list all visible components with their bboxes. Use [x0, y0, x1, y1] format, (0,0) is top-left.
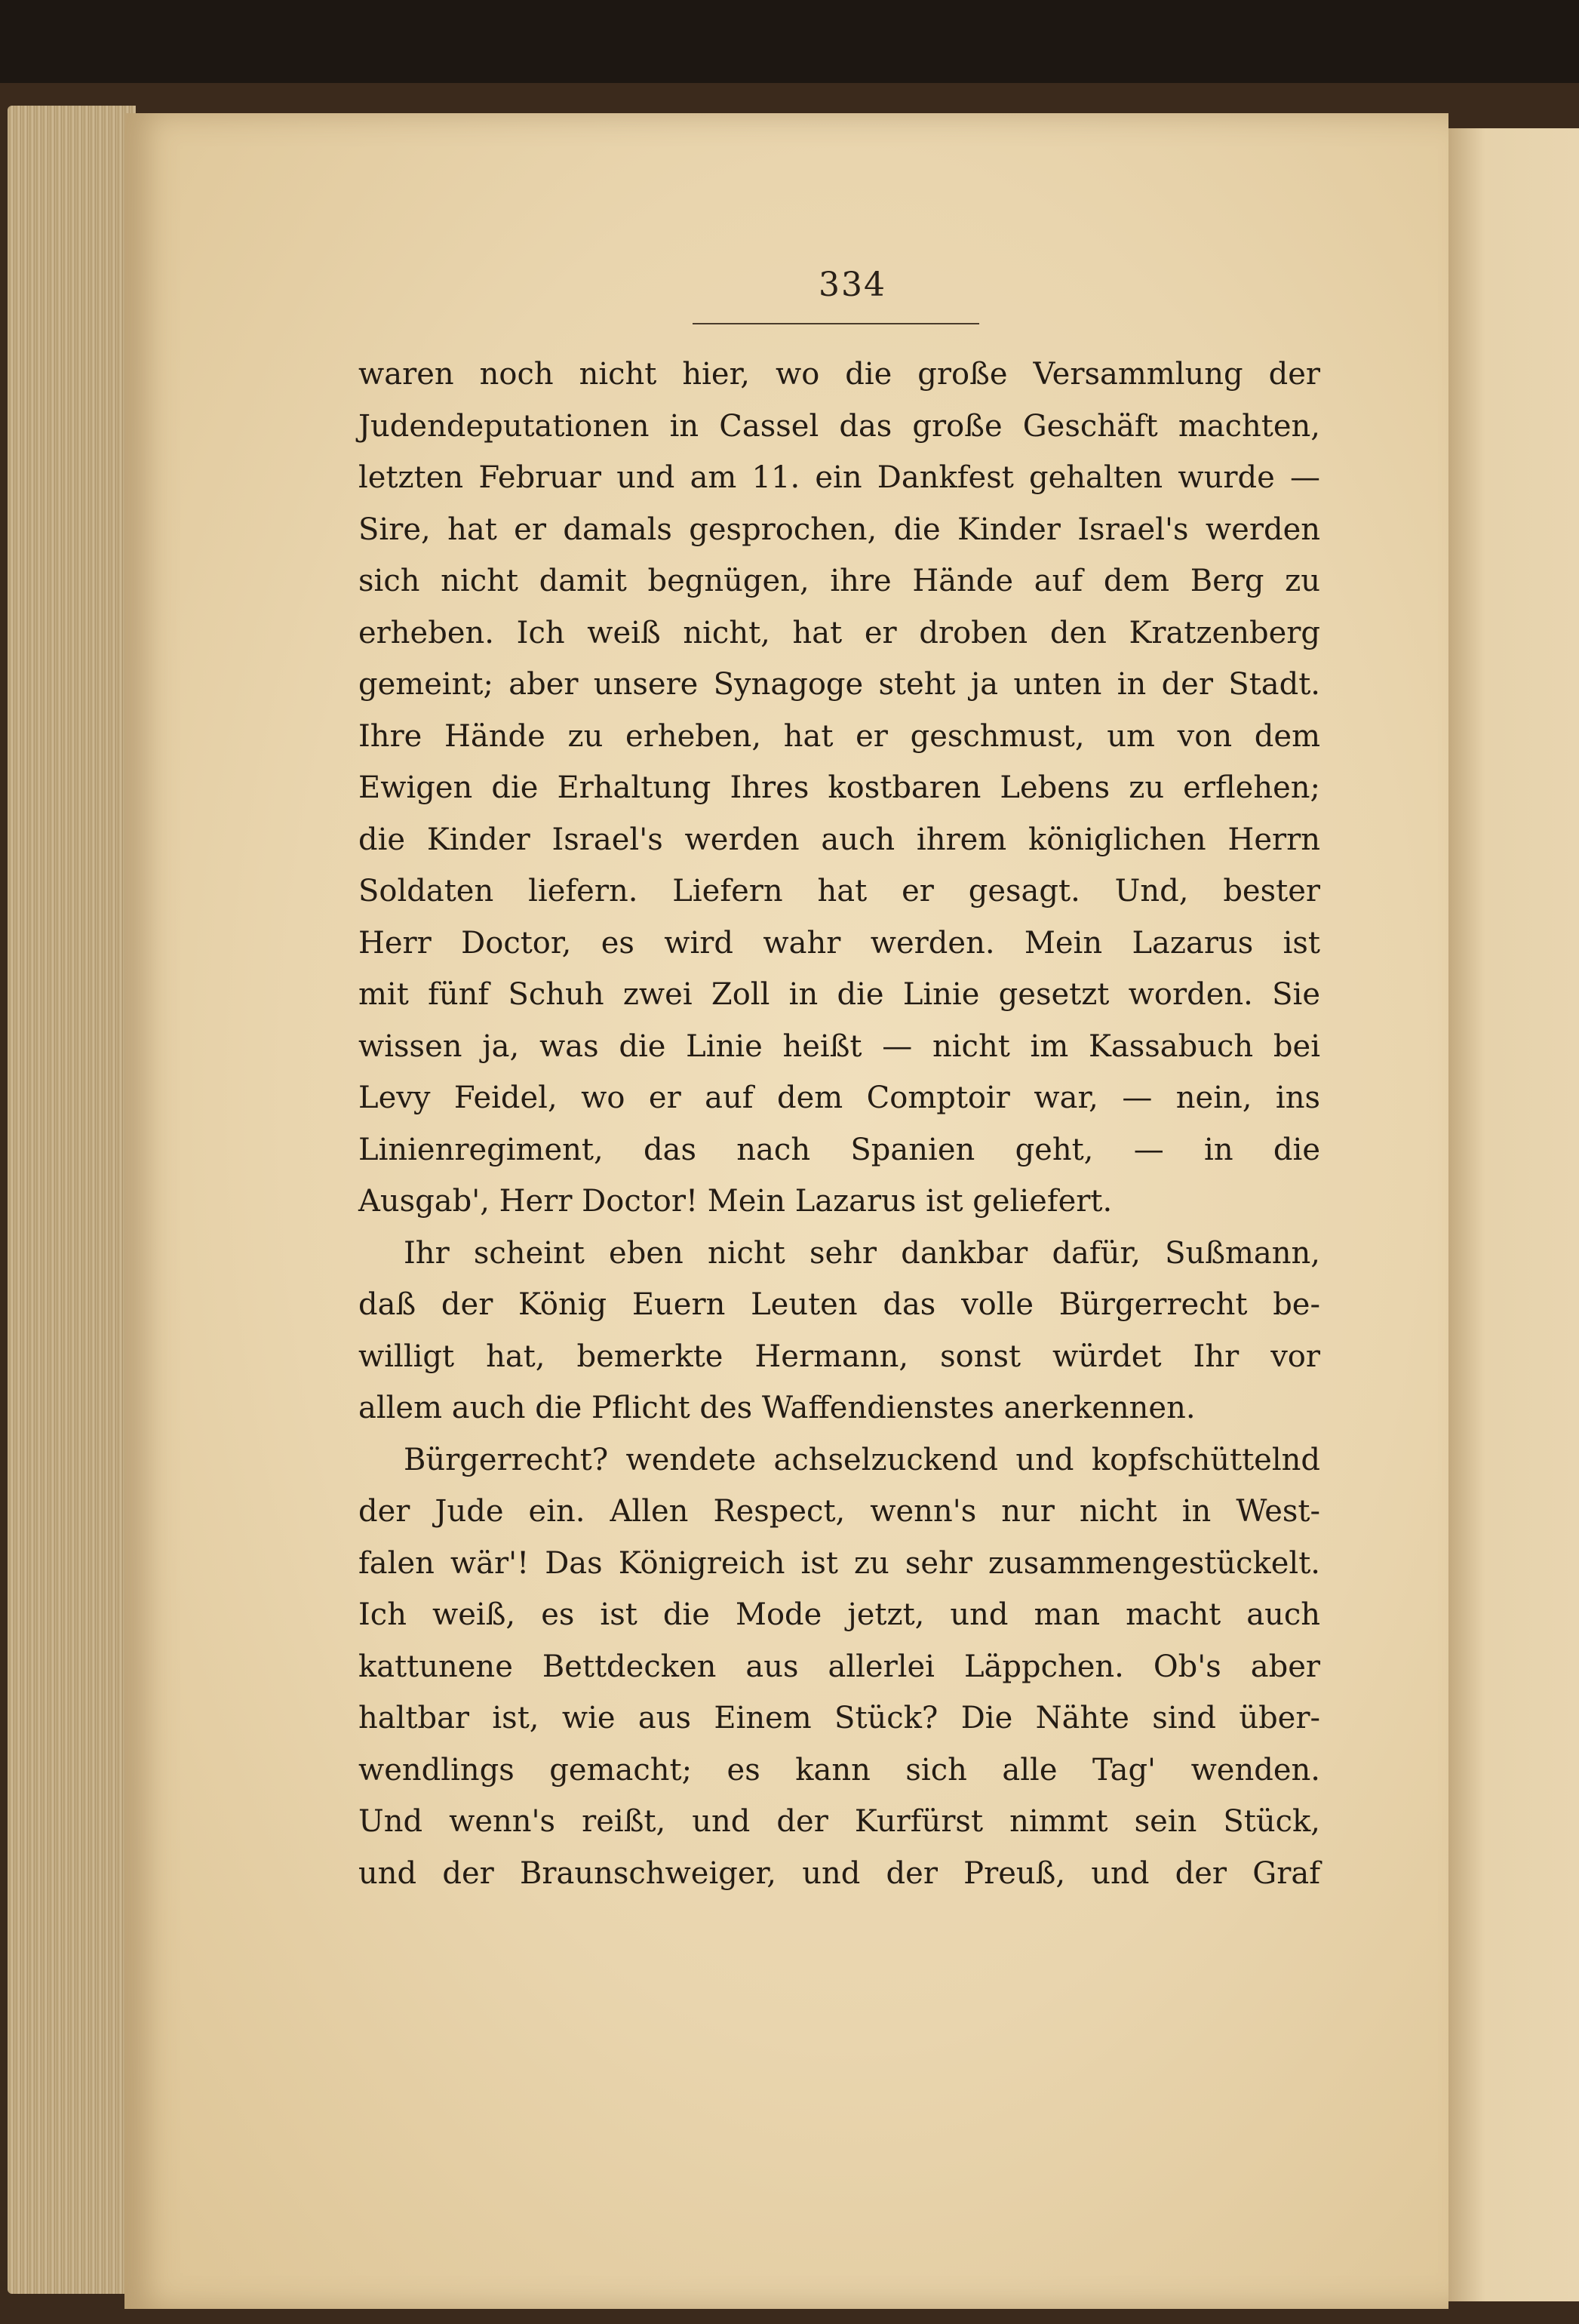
text-line: wendlings gemacht; es kann sich alle Tag' wenden. [358, 1752, 1320, 1788]
text-line: Judendeputationen in Cassel das große Geschäft machten, [358, 408, 1320, 444]
text-line: Levy Feidel, wo er auf dem Comptoir war, — nein, ins [358, 1081, 1320, 1115]
text-line: daß der König Euern Leuten das volle Bürgerrecht be- [358, 1287, 1320, 1322]
text-line: Bürgerrecht? wendete achselzuckend und kopfschüttelnd [404, 1442, 1320, 1477]
text-line: Sire, hat er damals gesprochen, die Kinder Israel's werden [358, 512, 1320, 547]
text-line: Herr Doctor, es wird wahr werden. Mein Lazarus ist [358, 925, 1320, 961]
facing-page-edge [1445, 128, 1579, 2301]
text-line: Ewigen die Erhaltung Ihres kostbaren Lebens zu erflehen; [358, 770, 1320, 805]
text-line: wissen ja, was die Linie heißt — nicht im Kassabuch bei [358, 1028, 1320, 1064]
header-rule [693, 323, 979, 324]
text-line: die Kinder Israel's werden auch ihrem königlichen Herrn [358, 822, 1320, 857]
text-line: waren noch nicht hier, wo die große Versammlung der [358, 357, 1320, 392]
text-line: und der Braunschweiger, und der Preuß, und der Graf [358, 1855, 1320, 1891]
text-line: letzten Februar und am 11. ein Dankfest gehalten wurde — [358, 460, 1320, 495]
text-line: Linienregiment, das nach Spanien geht, — in die [358, 1132, 1320, 1167]
text-line: willigt hat, bemerkte Hermann, sonst würdet Ihr vor [358, 1339, 1320, 1374]
page-text [358, 349, 1320, 1899]
page-edges [8, 106, 136, 2294]
text-line: falen wär'! Das Königreich ist zu sehr zusammengestückelt. [358, 1545, 1320, 1581]
text-line: haltbar ist, wie aus Einem Stück? Die Nähte sind über- [358, 1701, 1320, 1735]
text-line: Ihre Hände zu erheben, hat er geschmust, um von dem [358, 718, 1320, 754]
text-line: Und wenn's reißt, und der Kurfürst nimmt sein Stück, [358, 1804, 1320, 1839]
text-line: erheben. Ich weiß nicht, hat er droben den Kratzenberg [358, 615, 1320, 650]
text-line: sich nicht damit begnügen, ihre Hände auf dem Berg zu [358, 564, 1320, 598]
text-line: Soldaten liefern. Liefern hat er gesagt. Und, bester [358, 874, 1320, 908]
page-number: 334 [819, 266, 886, 304]
text-line: mit fünf Schuh zwei Zoll in die Linie gesetzt worden. Sie [358, 977, 1320, 1012]
text-line: Ich weiß, es ist die Mode jetzt, und man macht auch [358, 1597, 1320, 1632]
text-line: gemeint; aber unsere Synagoge steht ja unten in der Stadt. [358, 667, 1320, 702]
text-line: Ausgab', Herr Doctor! Mein Lazarus ist geliefert. [358, 1184, 1113, 1219]
text-line: Ihr scheint eben nicht sehr dankbar dafür, Sußmann, [404, 1235, 1320, 1271]
text-line: allem auch die Pflicht des Waffendienstes anerkennen. [358, 1391, 1196, 1425]
text-line: kattunene Bettdecken aus allerlei Läppchen. Ob's aber [358, 1649, 1320, 1684]
text-line: der Jude ein. Allen Respect, wenn's nur nicht in West- [358, 1494, 1320, 1529]
